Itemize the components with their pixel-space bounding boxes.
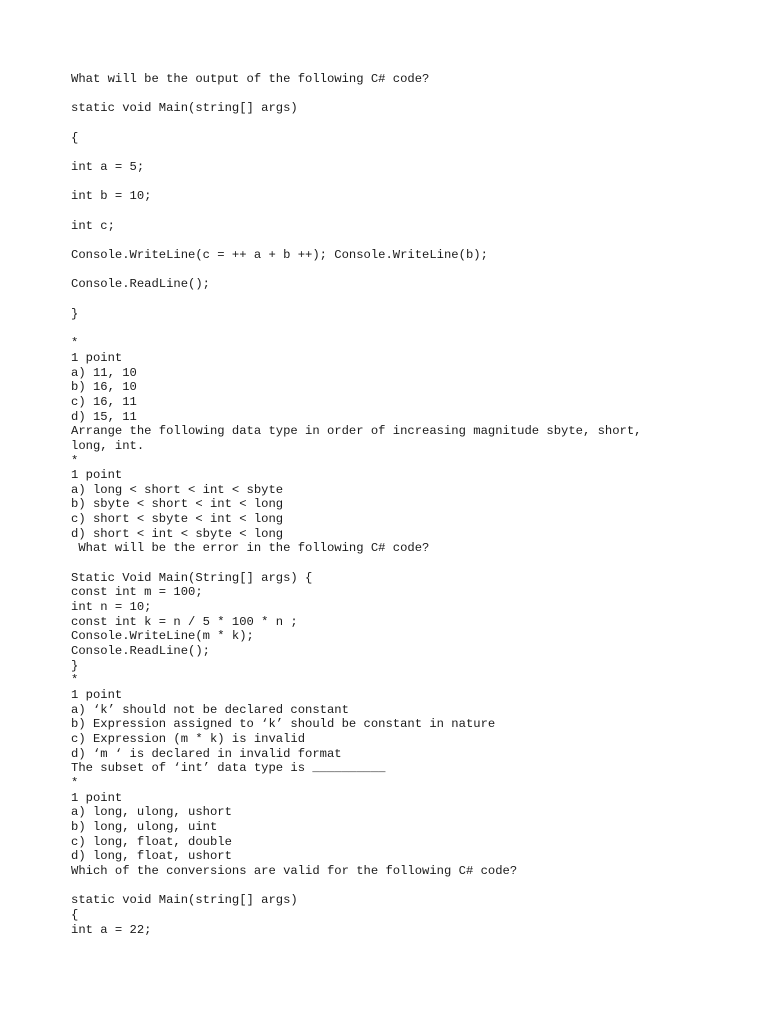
answer-option: c) short < sbyte < int < long	[71, 512, 284, 526]
code-line: Static Void Main(String[] args) {	[71, 571, 313, 585]
code-line: Console.WriteLine(m * k);	[71, 629, 254, 643]
required-marker: *	[71, 673, 79, 687]
code-line: int a = 5;	[71, 160, 145, 174]
code-line: {	[71, 131, 79, 145]
code-line: const int m = 100;	[71, 585, 203, 599]
code-line: int c;	[71, 219, 115, 233]
code-line: }	[71, 659, 79, 673]
code-line: static void Main(string[] args)	[71, 101, 298, 115]
code-line: int a = 22;	[71, 923, 152, 937]
question-5-text: Which of the conversions are valid for the following C# code?	[71, 864, 518, 878]
code-line: {	[71, 908, 79, 922]
answer-option: a) 11, 10	[71, 366, 137, 380]
required-marker: *	[71, 454, 79, 468]
code-line: int n = 10;	[71, 600, 152, 614]
code-line: Console.ReadLine();	[71, 277, 210, 291]
code-line: int b = 10;	[71, 189, 152, 203]
required-marker: *	[71, 336, 79, 350]
question-4-text: The subset of ‘int’ data type is __________	[71, 761, 386, 775]
answer-option: a) long, ulong, ushort	[71, 805, 232, 819]
points-label: 1 point	[71, 351, 123, 365]
answer-option: b) sbyte < short < int < long	[71, 497, 284, 511]
code-line: }	[71, 307, 79, 321]
required-marker: *	[71, 776, 79, 790]
answer-option: d) short < int < sbyte < long	[71, 527, 284, 541]
answer-option: d) 15, 11	[71, 410, 137, 424]
code-line: static void Main(string[] args)	[71, 893, 298, 907]
answer-option: d) long, float, ushort	[71, 849, 232, 863]
question-2-text: Arrange the following data type in order of increasing magnitude sbyte, short,	[71, 424, 642, 438]
answer-option: c) Expression (m * k) is invalid	[71, 732, 306, 746]
points-label: 1 point	[71, 688, 123, 702]
points-label: 1 point	[71, 791, 123, 805]
answer-option: a) long < short < int < sbyte	[71, 483, 284, 497]
code-line: Console.WriteLine(c = ++ a + b ++); Console.WriteLine(b);	[71, 248, 488, 262]
points-label: 1 point	[71, 468, 123, 482]
answer-option: c) long, float, double	[71, 835, 232, 849]
answer-option: a) ‘k’ should not be declared constant	[71, 703, 349, 717]
question-2-text: long, int.	[71, 439, 145, 453]
answer-option: b) Expression assigned to ‘k’ should be constant in nature	[71, 717, 496, 731]
answer-option: b) long, ulong, uint	[71, 820, 218, 834]
code-line: const int k = n / 5 * 100 * n ;	[71, 615, 298, 629]
code-line: Console.ReadLine();	[71, 644, 210, 658]
answer-option: d) ‘m ‘ is declared in invalid format	[71, 747, 342, 761]
question-1-text: What will be the output of the following C# code?	[71, 72, 430, 86]
answer-option: c) 16, 11	[71, 395, 137, 409]
answer-option: b) 16, 10	[71, 380, 137, 394]
question-3-text: What will be the error in the following C# code?	[71, 541, 430, 555]
